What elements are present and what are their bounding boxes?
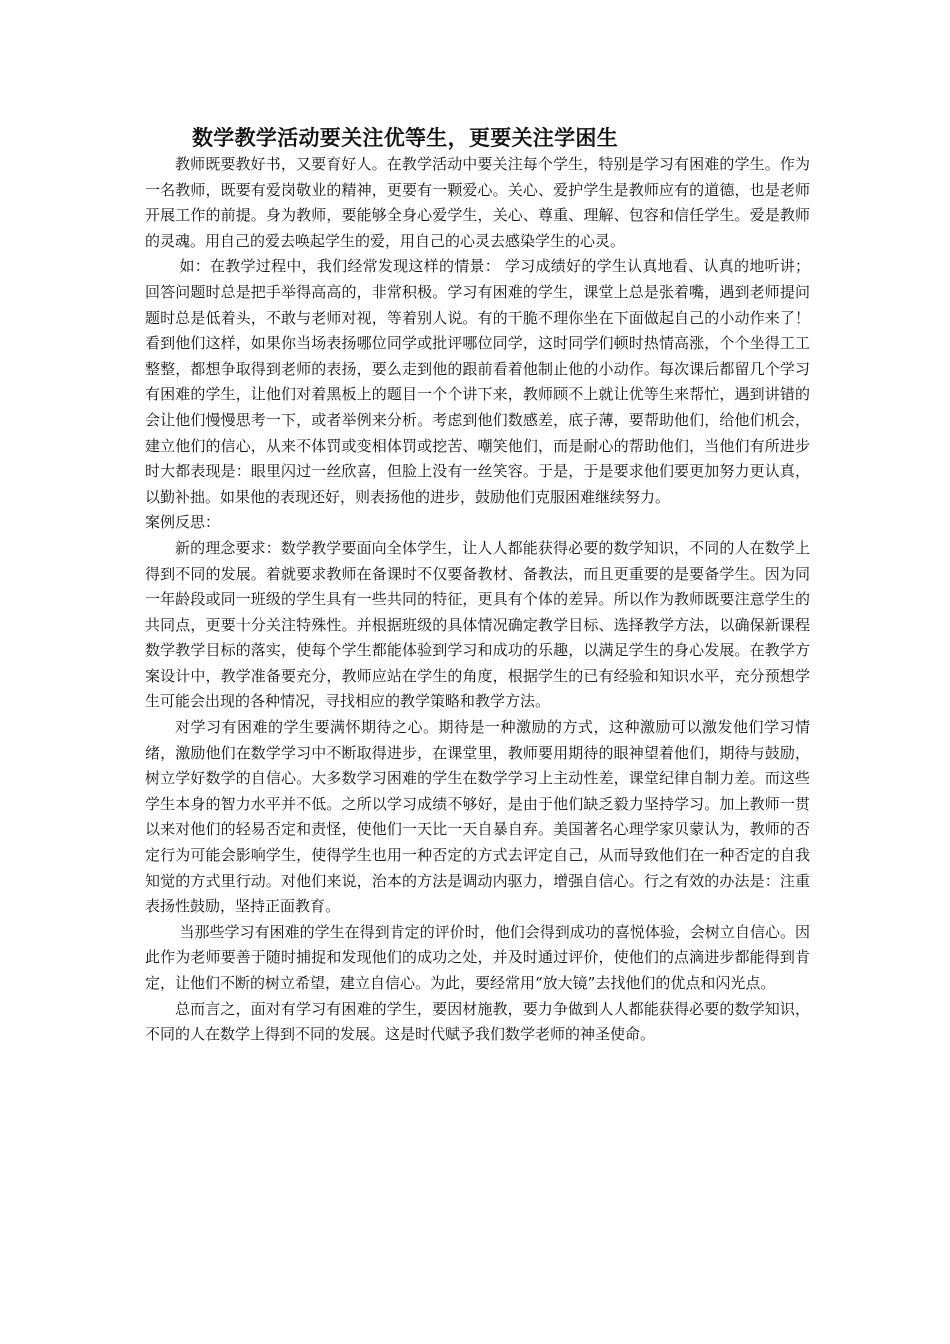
paragraph-intro: 教师既要教好书，又要育好人。在教学活动中要关注每个学生，特别是学习有困难的学生。作为一名教师，既要有爱岗敬业的精神，更要有一颗爱心。关心、爱护学生是教师应有的道德，也是老师开展工作的前提。身为教师，要能够全身心爱学生，关心、尊重、理解、包容和信任学生。爱是教师的灵魂。用自己的爱去唤起学生的爱，用自己的心灵去感染学生的心灵。 (145, 155, 810, 250)
paragraph-new-concept: 新的理念要求：数学教学要面向全体学生，让人人都能获得必要的数学知识，不同的人在数学上得到不同的发展。着就要求教师在备课时不仅要备教材、备教法，而且更重要的是要备学生。因为同一年龄段或同一班级的学生具有一些共同的特征，更具有个体的差异。所以作为教师既要注意学生的共同点，更要十分关注特殊性。并根据班级的具体情况确定教学目标、选择教学方法，以确保新课程数学教学目标的落实，使每个学生都能体验到学习和成功的乐趣，以满足学生的身心发展。在教学方案设计中，教学准备要充分，教师应站在学生的角度，根据学生的已有经验和知识水平，充分预想学生可能会出现的各种情况，寻找相应的教学策略和教学方法。 (145, 538, 810, 711)
paragraph-affirmation: 当那些学习有困难的学生在得到肯定的评价时，他们会得到成功的喜悦体验，会树立自信心。因此作为老师要善于随时捕捉和发现他们的成功之处，并及时通过评价，使他们的点滴进步都能得到肯定，让他们不断的树立希望，建立自信心。为此，要经常用“放大镜”去找他们的优点和闪光点。 (145, 922, 810, 992)
paragraph-expectation: 对学习有困难的学生要满怀期待之心。期待是一种激励的方式，这种激励可以激发他们学习情绪，激励他们在数学学习中不断取得进步，在课堂里，教师要用期待的眼神望着他们，期待与鼓励，树立学好数学的自信心。大多数学习困难的学生在数学学习上主动性差，课堂纪律自制力差。而这些学生本身的智力水平并不低。之所以学习成绩不够好，是由于他们缺乏毅力坚持学习。加上教师一贯以来对他们的轻易否定和责怪，使他们一天比一天自暴自弃。美国著名心理学家贝蒙认为，教师的否定行为可能会影响学生，使得学生也用一种否定的方式去评定自己，从而导致他们在一种否定的自我知觉的方式里行动。对他们来说，治本的方法是调动内驱力，增强自信心。行之有效的办法是：注重表扬性鼓励，坚持正面教育。 (145, 718, 810, 916)
document-body (145, 152, 810, 1048)
section-heading-reflection: 案例反思： (145, 513, 221, 532)
paragraph-case: 如：在教学过程中，我们经常发现这样的情景： 学习成绩好的学生认真地看、认真的地听讲；回答问题时总是把手举得高高的，非常积极。学习有困难的学生，课堂上总是张着嘴，遇到老师提问题时总是低着头，不敢与老师对视，等着别人说。有的干脆不理你坐在下面做起自己的小动作来了！看到他们这样，如果你当场表扬哪位同学或批评哪位同学，这时同学们顿时热情高涨，个个坐得工工整整，都想争取得到老师的表扬，要么走到他的跟前看着他制止他的小动作。每次课后都留几个学习有困难的学生，让他们对着黑板上的题目一个个讲下来，教师顾不上就让优等生来帮忙，遇到讲错的会让他们慢慢思考一下，或者举例来分析。考虑到他们数感差，底子薄，要帮助他们，给他们机会，建立他们的信心，从来不体罚或变相体罚或挖苦、嘲笑他们，而是耐心的帮助他们，当他们有所进步时大都表现是：眼里闪过一丝欣喜，但脸上没有一丝笑容。于是，于是要求他们要更加努力更认真，以勤补拙。如果他的表现还好，则表扬他的进步，鼓励他们克服困难继续努力。 (145, 257, 810, 506)
document-title: 数学教学活动要关注优等生，更要关注学困生 (192, 125, 618, 150)
paragraph-conclusion: 总而言之，面对有学习有困难的学生，要因材施教，要力争做到人人都能获得必要的数学知识，不同的人在数学上得到不同的发展。这是时代赋予我们数学老师的神圣使命。 (145, 999, 810, 1044)
